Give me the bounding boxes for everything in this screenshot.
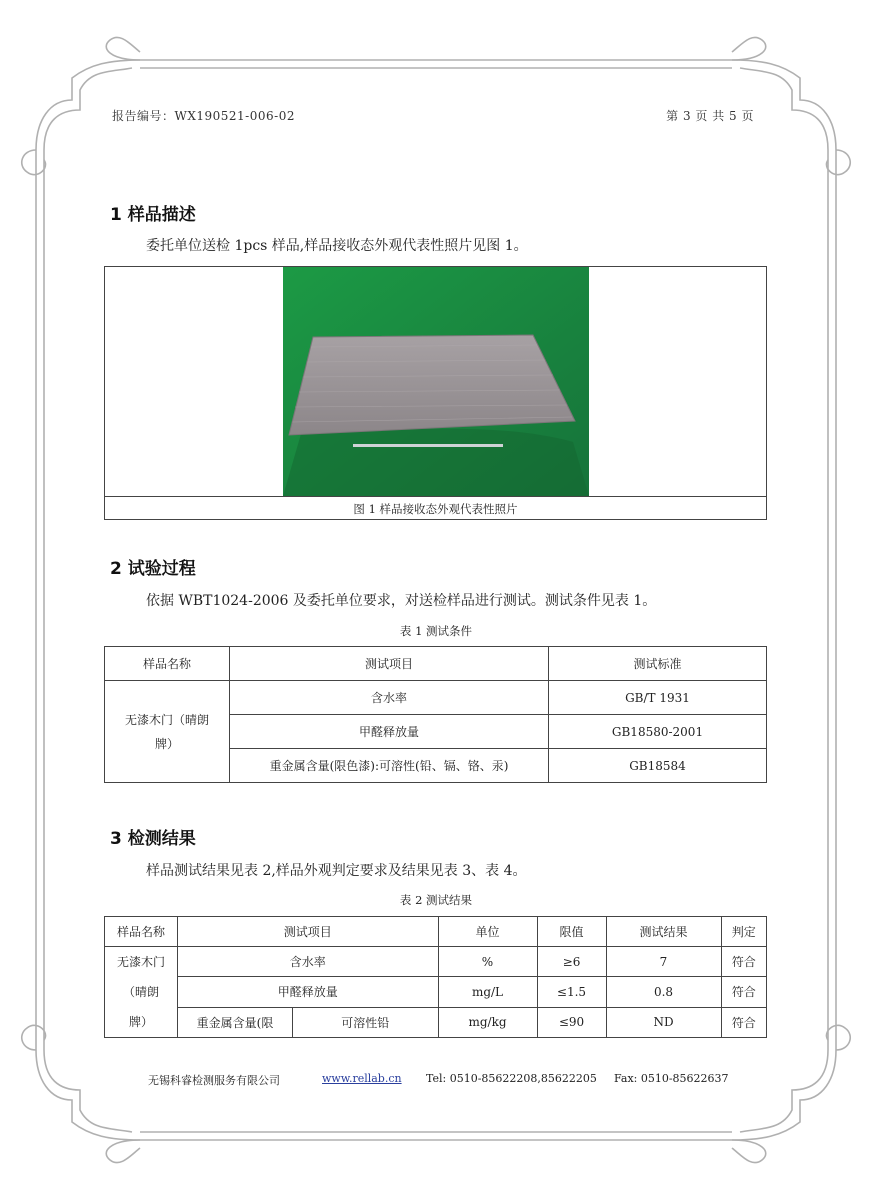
test-standard-cell: GB/T 1931: [549, 681, 767, 715]
header-sample-name: 样品名称: [105, 647, 230, 681]
footer-company: 无锡科睿检测服务有限公司: [148, 1074, 280, 1087]
header-unit: 单位: [438, 917, 537, 947]
test-item-cell: 甲醛释放量: [230, 715, 549, 749]
unit-cell: mg/kg: [438, 1007, 537, 1037]
table-1-caption: 表 1 测试条件: [399, 624, 473, 638]
limit-cell: ≤90: [537, 1007, 606, 1037]
limit-cell: ≥6: [537, 947, 606, 977]
limit-cell: ≤1.5: [537, 977, 606, 1007]
table-row: [105, 1007, 767, 1037]
section-2-text: 依据 WBT1024-2006 及委托单位要求，对送检样品进行测试。测试条件见表 1。: [146, 593, 657, 609]
table-header-row: [105, 917, 767, 947]
test-results-table: [104, 916, 767, 1038]
result-cell: 0.8: [606, 977, 721, 1007]
header-sample-name: 样品名称: [105, 917, 178, 947]
result-cell: 7: [606, 947, 721, 977]
page-indicator: 第 3 页 共 5 页: [666, 109, 754, 123]
test-subitem-cell: 可溶性铅: [293, 1007, 439, 1037]
figure-1-caption: 图 1 样品接收态外观代表性照片: [105, 496, 766, 521]
verdict-cell: 符合: [721, 977, 767, 1007]
test-item-cell: 含水率: [230, 681, 549, 715]
table-row: [105, 977, 767, 1007]
unit-cell: %: [438, 947, 537, 977]
figure-1-box: [104, 266, 767, 520]
header-test-item: 测试项目: [230, 647, 549, 681]
sample-name-cell: [105, 947, 178, 1038]
footer-tel: Tel: 0510-85622208,85622205: [426, 1072, 597, 1085]
test-standard-cell: GB18584: [549, 749, 767, 783]
unit-cell: mg/L: [438, 977, 537, 1007]
verdict-cell: 符合: [721, 1007, 767, 1037]
test-item-cell: 含水率: [178, 947, 439, 977]
table-row: [105, 947, 767, 977]
section-1-title: 1 样品描述: [110, 205, 196, 225]
footer-fax: Fax: 0510-85622637: [614, 1072, 729, 1085]
header-test-item: 测试项目: [178, 917, 439, 947]
table-row: [105, 681, 767, 715]
header-verdict: 判定: [721, 917, 767, 947]
report-number: 报告编号：WX190521-006-02: [112, 109, 295, 123]
section-2-title: 2 试验过程: [110, 559, 196, 579]
footer-website-link[interactable]: www.rellab.cn: [322, 1072, 402, 1085]
table-2-caption: 表 2 测试结果: [399, 893, 473, 907]
table-header-row: [105, 647, 767, 681]
section-1-text: 委托单位送检 1pcs 样品,样品接收态外观代表性照片见图 1。: [146, 238, 528, 254]
sample-photo: [283, 267, 589, 496]
sample-name-line: 无漆木门: [116, 955, 165, 969]
test-conditions-table: [104, 646, 767, 783]
sample-name-cell: 无漆木门（晴朗牌）: [105, 681, 230, 783]
sample-name-line: 牌）: [128, 1015, 153, 1029]
header-result: 测试结果: [606, 917, 721, 947]
test-item-cell: 甲醛释放量: [178, 977, 439, 1007]
test-item-cell: 重金属含量(限: [178, 1007, 293, 1037]
header-limit: 限值: [537, 917, 606, 947]
test-item-cell: 重金属含量(限色漆):可溶性(铅、镉、铬、汞): [230, 749, 549, 783]
test-standard-cell: GB18580-2001: [549, 715, 767, 749]
verdict-cell: 符合: [721, 947, 767, 977]
sample-name-line: （晴朗: [122, 985, 159, 999]
header-test-standard: 测试标准: [549, 647, 767, 681]
section-3-title: 3 检测结果: [110, 829, 196, 849]
result-cell: ND: [606, 1007, 721, 1037]
section-3-text: 样品测试结果见表 2,样品外观判定要求及结果见表 3、表 4。: [146, 863, 527, 879]
